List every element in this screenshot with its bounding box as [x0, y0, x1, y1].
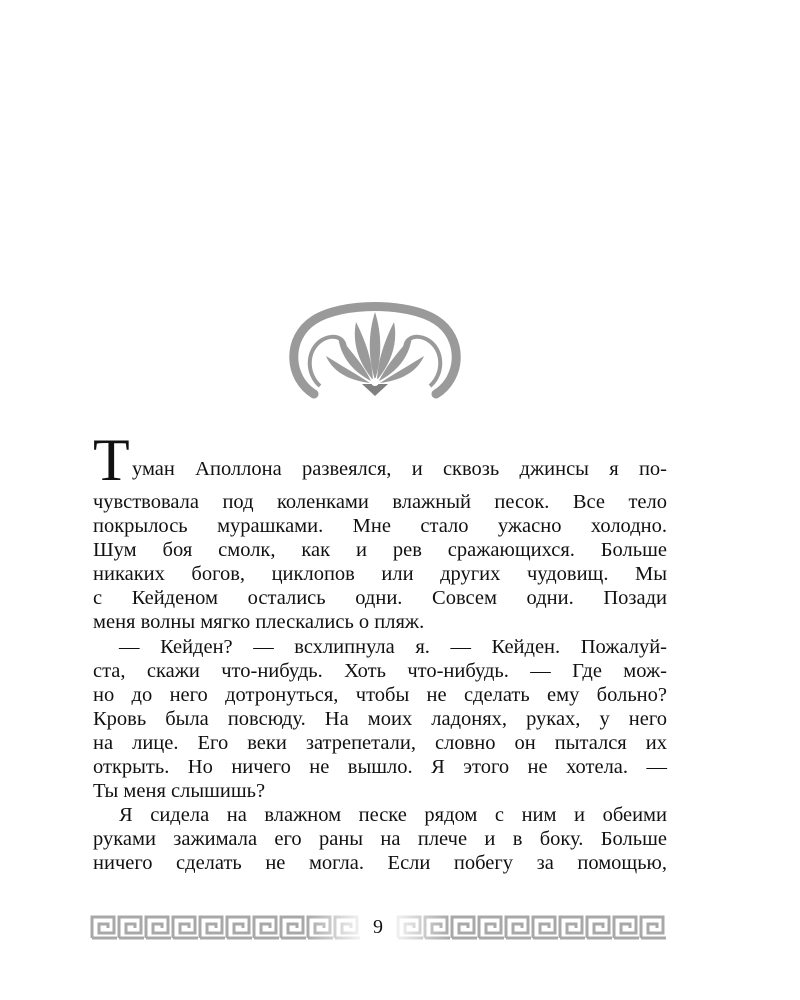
text-line: ста, скажи что-нибудь. Хоть что-нибудь. — Где мож- — [93, 659, 667, 682]
text-line: — Кейден? — всхлипнула я. — Кейден. Пожалуй- — [119, 635, 667, 658]
text-line: с Кейденом остались одни. Совсем одни. Позади — [93, 587, 667, 610]
greek-key-border-right — [396, 914, 666, 940]
text-line: Шум боя смолк, как и рев сражающихся. Больше — [93, 539, 667, 562]
text-line: Ты меня слышишь? — [93, 780, 266, 803]
text-line: покрылось мурашками. Мне стало ужасно холодно. — [93, 515, 667, 538]
text-line: никаких богов, циклопов или других чудовищ. Мы — [93, 563, 667, 586]
text-line: открыть. Но ничего не вышло. Я этого не хотела. — — [93, 756, 667, 779]
body-text — [93, 427, 667, 876]
drop-cap: Т — [93, 427, 130, 493]
text-line: Кровь была повсюду. На моих ладонях, руках, у него — [93, 707, 667, 730]
paragraph-2 — [93, 635, 667, 804]
paragraph-1 — [93, 490, 667, 635]
first-line-text: уман Аполлона развеялся, и сквозь джинсы я по- — [132, 458, 667, 480]
text-line: меня волны мягко плескались о пляж. — [93, 611, 425, 634]
chapter-ornament-icon — [284, 298, 466, 406]
greek-key-border-left — [90, 914, 360, 940]
first-line — [93, 427, 667, 493]
text-line: ничего сделать не могла. Если побегу за помощью, — [93, 852, 667, 875]
text-line: на лице. Его веки затрепетали, словно он пытался их — [93, 731, 667, 754]
text-line: руками зажимала его раны на плече и в боку. Больше — [93, 828, 667, 851]
page-number: 9 — [373, 916, 383, 938]
text-line: чувствовала под коленками влажный песок. Все тело — [93, 491, 667, 513]
paragraph-3 — [93, 803, 667, 875]
text-line: но до него дотронуться, чтобы не сделать ему больно? — [93, 683, 667, 706]
text-line: Я сидела на влажном песке рядом с ним и обеими — [119, 804, 667, 827]
